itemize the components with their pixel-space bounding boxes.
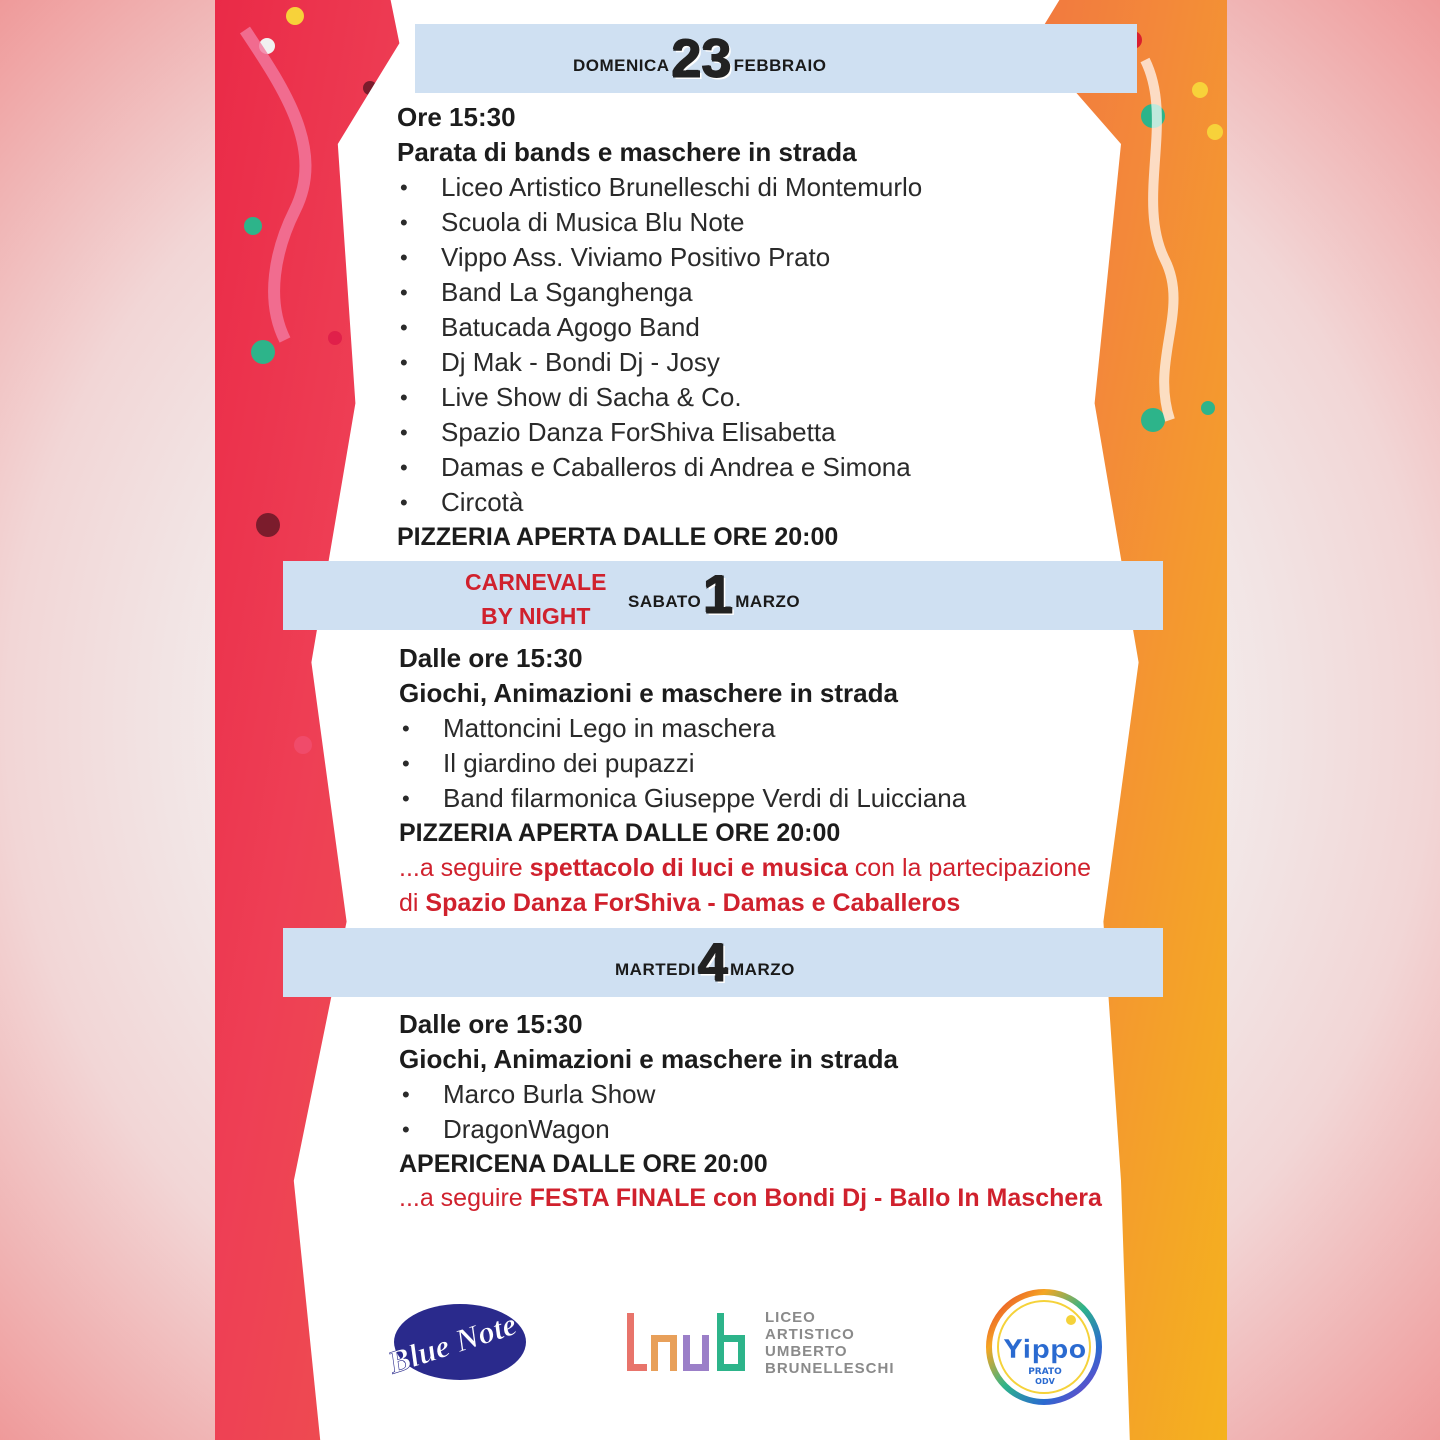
list-item: • Marco Burla Show [399, 1077, 1102, 1112]
day1-title [573, 29, 827, 89]
laub-mark [625, 1305, 755, 1375]
list-item: • Damas e Caballeros di Andrea e Simona [397, 450, 922, 485]
day2-follow-line2 [399, 886, 1091, 921]
day1-closing: PIZZERIA APERTA DALLE ORE 20:00 [397, 523, 839, 551]
list-item: • Vippo Ass. Viviamo Positivo Prato [397, 240, 922, 275]
list-item: • Scuola di Musica Blu Note [397, 205, 922, 240]
yippo-logo [985, 1288, 1103, 1406]
day2-follow-b: spettacolo di luci e musica [529, 854, 848, 882]
list-item: • Liceo Artistico Brunelleschi di Montemurlo [397, 170, 922, 205]
laub-school-name [765, 1309, 895, 1377]
day1-subtitle: Parata di bands e maschere in strada [397, 137, 857, 167]
day2-closing: PIZZERIA APERTA DALLE ORE 20:00 [399, 819, 841, 847]
day3-list [399, 1077, 1102, 1147]
list-item: • Live Show di Sacha & Co. [397, 380, 922, 415]
day2-list [399, 711, 1091, 816]
blue-note-text: Blue Note [383, 1305, 521, 1381]
day3-follow-b: FESTA FINALE con Bondi Dj - Ballo In Maschera [529, 1184, 1102, 1212]
day3-month: MARZO [730, 960, 795, 979]
day2-number: 1 [703, 565, 734, 625]
day3-title [615, 933, 795, 993]
carnevale-by-night-tag [465, 565, 606, 633]
day3-section [399, 1007, 1102, 1214]
laub-line-3: UMBERTO [765, 1343, 848, 1360]
laub-line-4: BRUNELLESCHI [765, 1360, 895, 1377]
yippo-sub2: ODV [1035, 1377, 1055, 1386]
day2-follow-e: Spazio Danza ForShiva - Damas e Caballeros [425, 889, 961, 917]
list-item: • DragonWagon [399, 1112, 1102, 1147]
list-item: • Band filarmonica Giuseppe Verdi di Luicciana [399, 781, 1091, 816]
day3-number: 4 [697, 933, 728, 993]
day2-time: Dalle ore 15:30 [399, 643, 583, 673]
day2-section [399, 641, 1091, 921]
day1-month: FEBBRAIO [733, 56, 827, 75]
day3-subtitle: Giochi, Animazioni e maschere in strada [399, 1044, 898, 1074]
day2-subtitle: Giochi, Animazioni e maschere in strada [399, 678, 898, 708]
list-item: • Batucada Agogo Band [397, 310, 922, 345]
day2-weekday: SABATO [628, 592, 702, 611]
day3-follow-line [399, 1182, 1102, 1214]
yippo-text: Yippo [1003, 1335, 1087, 1365]
day1-number: 23 [671, 29, 732, 89]
list-item: • Il giardino dei pupazzi [399, 746, 1091, 781]
day1-weekday: DOMENICA [573, 56, 670, 75]
day1-time: Ore 15:30 [397, 102, 516, 132]
night-tag-line1: CARNEVALE [465, 569, 607, 595]
laub-line-1: LICEO [765, 1309, 816, 1326]
laub-line-2: ARTISTICO [765, 1326, 855, 1343]
day3-time: Dalle ore 15:30 [399, 1009, 583, 1039]
list-item: • Band La Sganghenga [397, 275, 922, 310]
day2-follow-d: di [399, 889, 426, 917]
day3-closing: APERICENA DALLE ORE 20:00 [399, 1150, 768, 1178]
day3-weekday: MARTEDI [615, 960, 696, 979]
day2-month: MARZO [735, 592, 801, 611]
day1-list [397, 170, 922, 520]
list-item: • Dj Mak - Bondi Dj - Josy [397, 345, 922, 380]
day2-follow-c: con la partecipazione [847, 854, 1092, 882]
day2-title [628, 565, 801, 625]
yippo-sub1: PRATO [1028, 1367, 1062, 1377]
day2-follow-a: ...a seguire [399, 854, 530, 882]
night-tag-line2: BY NIGHT [480, 603, 591, 629]
poster [215, 0, 1227, 1440]
list-item: • Mattoncini Lego in maschera [399, 711, 1091, 746]
laub-mark-text [625, 1305, 626, 1306]
day2-follow-line1 [399, 851, 1091, 886]
blue-note-logo [382, 1300, 527, 1384]
list-item: • Spazio Danza ForShiva Elisabetta [397, 415, 922, 450]
day1-section [397, 100, 922, 555]
list-item: • Circotà [397, 485, 922, 520]
day3-follow-a: ...a seguire [399, 1184, 530, 1212]
laub-logo [625, 1305, 925, 1385]
